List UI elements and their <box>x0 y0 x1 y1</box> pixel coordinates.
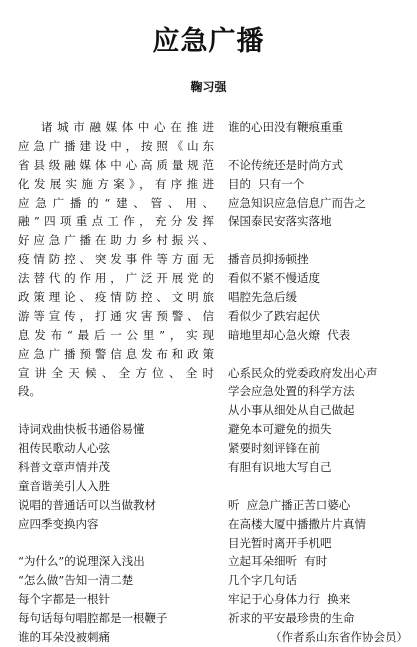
poem-line: 谁的心田没有鞭痕重重 <box>228 120 343 134</box>
poem-line: 牢记于心身体力行 换来 <box>228 592 351 607</box>
poem-line: 目的 只有一个 <box>228 176 305 191</box>
poem-line: “怎么做”告知一清二楚 <box>18 573 134 588</box>
article-title: 应急广播 <box>152 26 265 57</box>
intro-line: 游等宣传，打通灾害预警、信 <box>18 308 214 323</box>
poem-line: 目光暂时离开手机吧 <box>228 535 332 550</box>
poem-line: 祖传民歌动人心弦 <box>18 441 110 456</box>
poem-line: 唱腔先急后缓 <box>228 290 297 305</box>
intro-line: 诸城市融媒体中心在推进 <box>41 120 214 134</box>
intro-line: 疫情防控、突发事件等方面无 <box>18 252 214 267</box>
poem-line: 立起耳朵细听 有时 <box>228 554 328 569</box>
intro-line: 应急广播建设中，按照《山东 <box>18 138 214 153</box>
intro-line: 息发布“最后一公里”，实现 <box>18 327 214 342</box>
poem-line: 保国泰民安落实落地 <box>228 214 332 229</box>
intro-line: 宣讲全天候、全方位、全时 <box>18 365 214 380</box>
poem-line: 不论传统还是时尚方式 <box>228 157 343 172</box>
poem-line: 应四季变换内容 <box>18 516 99 531</box>
poem-line: 谁的耳朵没被刺痛 <box>18 630 110 645</box>
intro-line: 省县级融媒体中心高质量规范 <box>18 157 214 172</box>
author-note: （作者系山东省作协会员） <box>270 630 408 645</box>
poem-line: 有胆有识地大写自己 <box>228 460 332 475</box>
left-column <box>18 118 214 647</box>
intro-line: 法替代的作用，广泛开展党的 <box>18 271 214 286</box>
stanza-gap <box>18 534 214 553</box>
intro-line: 应急广播的“建、管、用、 <box>18 195 214 210</box>
poem-line: 学会应急处置的科学方法 <box>228 384 355 399</box>
poem-line: 看似不紧不慢适度 <box>228 271 320 286</box>
intro-line: 政策理论、疫情防控、文明旅 <box>18 290 214 305</box>
poem-line: 看似少了跌宕起伏 <box>228 308 320 323</box>
right-column <box>228 118 408 647</box>
stanza-gap <box>18 401 214 420</box>
poem-line: 几个字几句话 <box>228 573 297 588</box>
poem-line: 听 应急广播正苦口婆心 <box>228 497 351 512</box>
poem-line: 紧要时刻评锋在前 <box>228 441 320 456</box>
intro-line: 化发展实施方案》，有序推进 <box>18 176 214 191</box>
poem-line: 暗地里却心急火燎 代表 <box>228 327 351 342</box>
poem-line: “为什么”的说理深入浅出 <box>18 554 145 569</box>
poem-line: 避免本可避免的损失 <box>228 422 332 437</box>
poem-line: 心系民众的党委政府发出心声 <box>228 365 378 380</box>
intro-line: 融”四项重点工作，充分发挥 <box>18 214 214 229</box>
intro-line: 应急广播预警信息发布和政策 <box>18 346 214 361</box>
stanza-gap <box>228 345 408 364</box>
poem-line: 祈求的平安最珍贵的生命 <box>228 611 355 626</box>
intro-line: 好应急广播在助力乡村振兴、 <box>18 233 214 248</box>
author-name: 鞠习强 <box>190 80 227 94</box>
intro-line: 段。 <box>18 384 41 399</box>
stanza-gap <box>228 137 408 156</box>
poem-line: 科普文章声情并茂 <box>18 460 110 475</box>
poem-line: 从小事从细处从自己做起 <box>228 403 355 418</box>
poem-line: 在高楼大厦中播撒片片真情 <box>228 516 366 531</box>
poem-line: 每个字都是一根针 <box>18 592 110 607</box>
poem-line: 诗词戏曲快板书通俗易懂 <box>18 422 145 437</box>
stanza-gap <box>228 477 408 496</box>
poem-line: 播音员抑扬顿挫 <box>228 252 309 267</box>
stanza-gap <box>228 231 408 250</box>
poem-line: 应急知识应急信息广而告之 <box>228 195 366 210</box>
poem-line: 每句话每句唱腔都是一根鞭子 <box>18 611 168 626</box>
poem-line: 说唱的普通话可以当做教材 <box>18 497 156 512</box>
poem-line: 童音谐美引人入胜 <box>18 478 110 493</box>
